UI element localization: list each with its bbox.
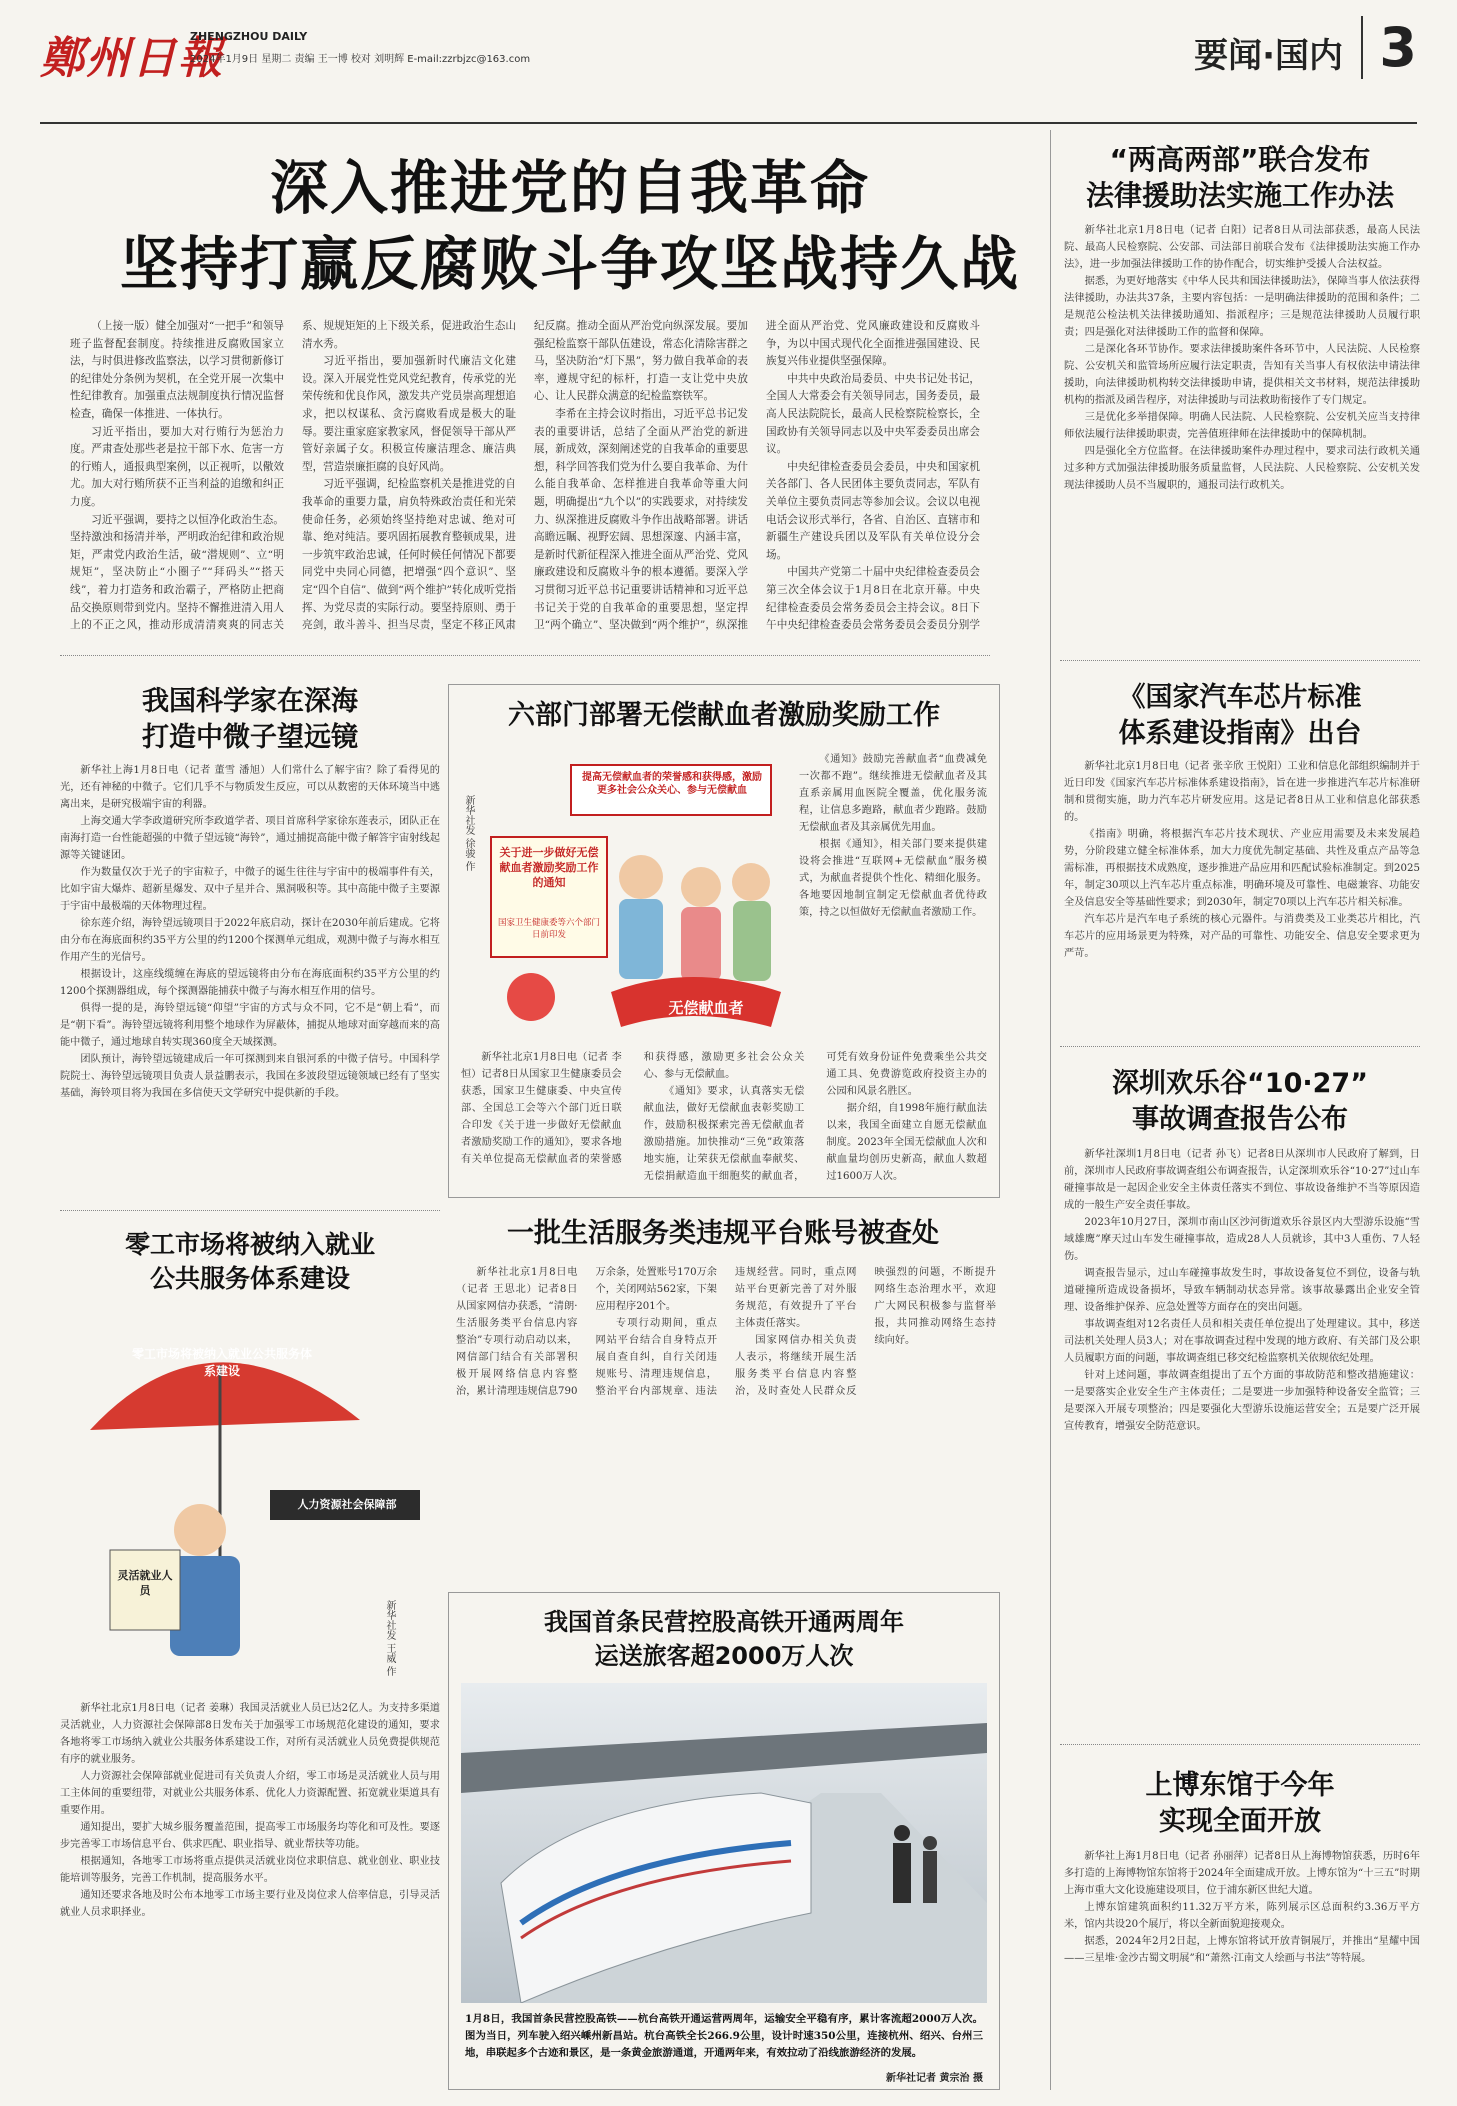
- blood-donation-box: [448, 684, 1000, 1198]
- law-aid-paragraph: 据悉，为更好地落实《中华人民共和国法律援助法》，保障当事人依法获得法律援助，办法共37条，主要内容包括：一是明确法律援助的范围和条件；二是规范公检法机关法律援助通知、指派程序；三是规范法律援助人员履行职责；四是强化对法律援助工作的监督和保障。: [1064, 275, 1420, 338]
- telescope-headline-line2: 打造中微子望远镜: [142, 722, 358, 753]
- lead-paragraph: 习近平强调，纪检监察机关是推进党的自我革命的重要力量，肩负特殊政治责任和光荣使命任务，必须始终坚持绝对忠诚、绝对可靠、绝对纯洁。要巩固拓展教育整顿成果，进一步筑牢政治忠诚，任何时候任何情况下都要同党中央同心同德，把增强“四个意识”、坚定“四个自信”、做到“两个维护”转化成听党指挥、为党尽责的实际行动。要坚持原则、勇于亮剑，敢斗善斗、担当尽责，坚定不移正风肃纪反腐。推动全面从严治党向纵深发展。要加强纪检监察干部队伍建设，常态化清除害群之马，坚决防治“灯下黑”，努力做自我革命的表率，遵规守纪的标杆，打造一支让党中央放心、让人民群众满意的纪检监察铁军。: [302, 320, 748, 632]
- lead-paragraph: （上接一版）健全加强对“一把手”和领导班子监督配套制度。持续推进反腐败国家立法，与时俱进修改监察法，以学习贯彻新修订的纪律处分条例为契机，在全党开展一次集中性纪律教育。加强重点法规制度执行情况监督检查，确保一体推进、一体执行。: [70, 320, 284, 420]
- railway-headline-line1: 我国首条民营控股高铁开通两周年: [544, 1608, 904, 1636]
- blood-paragraph: 新华社北京1月8日电（记者 李恒）记者8日从国家卫生健康委员会获悉，国家卫生健康委、中央宣传部、全国总工会等六个部门近日联合印发《关于进一步做好无偿献血者激励奖励工作的通知》，要求各地有关单位提高无偿献血者的荣誉感和获得感，激励更多社会公众关心、参与无偿献血。: [461, 1052, 805, 1165]
- lead-paragraph: 中共中央政治局委员、中央书记处书记，全国人大常委会有关领导同志，国务委员，最高人民法院院长，最高人民检察院检察长，全国政协有关领导同志以及中央军委委员出席会议。: [766, 372, 980, 456]
- labor-headline-line2: 公共服务体系建设: [149, 1264, 350, 1293]
- law-aid-paragraph: 三是优化多举措保障。明确人民法院、人民检察院、公安机关应当支持律师依法履行法律援助职责，完善值班律师在法律援助中的保障机制。: [1064, 411, 1420, 440]
- telescope-paragraph: 作为数量仅次于光子的宇宙粒子，中微子的诞生往往与宇宙中的极端事件有关，比如宇宙大爆炸、超新星爆发、双中子星并合、黑洞吸积等。其中高能中微子主要源于宇宙中最极端的天体物理过程。: [60, 867, 440, 912]
- section-name: 要闻·国内: [1194, 36, 1343, 76]
- lead-paragraph: 习近平指出，要加大对行贿行为惩治力度。严肃查处那些老是拉干部下水、危害一方的行贿人，通报典型案例，以正视听，以儆效尤。加大对行贿所获不正当利益的追缴和纠正力度。: [70, 425, 284, 508]
- section-divider: [60, 655, 990, 656]
- shenzhen-paragraph: 新华社深圳1月8日电（记者 孙飞）记者8日从深圳市人民政府了解到，日前，深圳市人民政府事故调查组公布调查报告，认定深圳欢乐谷“10·27”过山车碰撞事故是一起因企业安全主体责任落实不到位、事故设备维护不当等原因造成的一般生产安全责任事故。: [1064, 1149, 1420, 1211]
- telescope-paragraph: 新华社上海1月8日电（记者 董雪 潘旭）人们常什么了解宇宙？除了看得见的光，还有神秘的中微子。它们几乎不与物质发生反应，可以从数密的天体环境当中逃离出来，是研究极端宇宙的利器。: [60, 765, 440, 810]
- telescope-paragraph: 根据设计，这座线缆缠在海底的望远镜将由分布在海底面积约35平方公里的约1200个探测器组成，每个探测器能捕获中微子与海水相互作用的信号。: [60, 969, 440, 997]
- blood-illustration-credit: 新华社发 徐骏 作: [463, 795, 474, 872]
- shenzhen-headline-line2: 事故调查报告公布: [1132, 1104, 1348, 1135]
- chips-headline-line2: 体系建设指南》出台: [1118, 718, 1362, 749]
- blood-paragraph: 《通知》鼓励完善献血者“血费减免一次都不跑”。继续推进无偿献血者及其直系亲属用血医院全覆盖，优化服务流程，让信息多跑路，献血者少跑路。鼓励无偿献血者及其亲属优先用血。: [799, 754, 987, 833]
- labor-paragraph: 新华社北京1月8日电（记者 姜琳）我国灵活就业人员已达2亿人。为支持多渠道灵活就业，人力资源社会保障部8日发布关于加强零工市场规范化建设的通知，要求各地将零工市场纳入就业公共服务体系建设工作，对所有灵活就业人员免费提供规范有序的就业服务。: [60, 1703, 440, 1765]
- labor-body: [60, 1700, 440, 2090]
- column-divider: [1050, 130, 1051, 2090]
- law-aid-headline-line1: “两高两部”联合发布: [1109, 143, 1371, 176]
- blood-paragraph: 《通知》要求，认真落实无偿献血法，做好无偿献血表彰奖励工作，鼓励积极探索完善无偿献血者激励措施。加快推动“三免”政策落地实施，让荣获无偿献血奉献奖、无偿捐献造血干细胞奖的献血者，可凭有效身份证件免费乘坐公共交通工具、免费游览政府投资主办的公园和风景名胜区。: [643, 1052, 987, 1182]
- newspaper-logo: 鄭州日報: [40, 33, 224, 84]
- museum-headline-line1: 上博东馆于今年: [1145, 1770, 1335, 1801]
- law-aid-paragraph: 新华社北京1月8日电（记者 白阳）记者8日从司法部获悉，最高人民法院、最高人民检察院、公安部、司法部日前联合发布《法律援助法实施工作办法》，进一步加强法律援助工作的协作配合，切实维护受援人合法权益。: [1064, 224, 1420, 270]
- shenzhen-paragraph: 针对上述问题，事故调查组提出了五个方面的事故防范和整改措施建议：一是要落实企业安全生产主体责任；二是要进一步加强特种设备安全监管；三是要深入开展专项整治；四是要强化大型游乐设施运营安全；五是要广泛开展宣传教育，增强安全防范意识。: [1064, 1370, 1420, 1432]
- labor-paragraph: 通知还要求各地及时公布本地零工市场主要行业及岗位求人倍率信息，引导灵活就业人员求职择业。: [60, 1890, 440, 1918]
- blood-donation-illustration: [461, 747, 791, 1043]
- railway-photo: [461, 1683, 987, 2003]
- section-divider: [1060, 1046, 1420, 1047]
- lead-article-body: [70, 318, 980, 648]
- labor-umbrella-text: 零工市场将被纳入就业公共服务体系建设: [132, 1347, 313, 1378]
- telescope-paragraph: 俱得一提的是，海铃望远镜“仰望”宇宙的方式与众不同，它不是“朝上看”，而是“朝下看”。海铃望远镜将利用整个地球作为屏蔽体，捕捉从地球对面穿越而来的高能中微子，通过地球自转实现360度全天域探测。: [60, 1003, 440, 1048]
- lead-paragraph: 习近平指出，要加强新时代廉洁文化建设。深入开展党性党风党纪教育，传承党的光荣传统和优良作风，激发共产党员崇高理想追求，把以权谋私、贪污腐败看成是极大的耻辱。要注重家庭家教家风，督促领导干部从严管好亲属子女。积极宣传廉洁理念、廉洁典型，营造崇廉拒腐的良好风尚。: [302, 355, 516, 473]
- railway-photo-credit: 新华社记者 黄宗治 摄: [886, 2073, 983, 2084]
- masthead: [40, 16, 1417, 124]
- section-divider: [1060, 1744, 1420, 1745]
- shenzhen-headline: [1060, 1066, 1420, 1138]
- shenzhen-headline-line1: 深圳欢乐谷“10·27”: [1112, 1068, 1368, 1099]
- museum-paragraph: 据悉，2024年2月2日起，上博东馆将试开放青铜展厅，并推出“星耀中国——三星堆·金沙古蜀文明展”和“萧然·江南文人绘画与书法”等特展。: [1064, 1936, 1420, 1964]
- blood-body-right: [799, 751, 987, 1041]
- telescope-paragraph: 上海交通大学李政道研究所李政道学者、项目首席科学家徐东莲表示，团队正在南海打造一台性能超强的中微子望远镜“海铃”，通过捕捉高能中微子解答宇宙射线起源等关键谜团。: [60, 816, 440, 861]
- issue-line: 2024年1月9日 星期二 责编 王一博 校对 刘明辉 E-mail:zzrbjzc@163.com: [190, 54, 531, 65]
- museum-paragraph: 上博东馆建筑面积约11.32万平方米，陈列展示区总面积约3.36万平方米，馆内共设20个展厅，将以全新面貌迎接观众。: [1064, 1902, 1420, 1930]
- telescope-headline: [60, 684, 440, 756]
- railway-box: [448, 1592, 1000, 2090]
- telescope-paragraph: 团队预计，海铃望远镜建成后一年可探测到来自银河系的中微子信号。中国科学院院士、海铃望远镜项目负责人景益鹏表示，我国在多波段望远镜领域已经有了坚实基础，海铃项目将为我国在多信使天文学研究中提供新的手段。: [60, 1054, 440, 1099]
- blood-paragraph: 根据《通知》，相关部门要来提供建设将会推进“互联网+无偿献血”服务模式，为献血者提供个性化、精细化服务。各地要因地制宜制定无偿献血者优待政策，持之以恒做好无偿献血者激励工作。: [799, 839, 987, 918]
- chips-body: [1064, 758, 1420, 1038]
- chips-headline-line1: 《国家汽车芯片标准: [1118, 682, 1362, 713]
- platform-paragraph: 新华社北京1月8日电（记者 王思北）记者8日从国家网信办获悉，“清朗·生活服务类平台信息内容整治”专项行动启动以来，网信部门结合有关部署积极开展网络信息内容整治，累计清理违规信息790万余条，处置账号170万余个，关闭网站562家，下架应用程序201个。: [456, 1267, 717, 1397]
- labor-headline: [60, 1228, 440, 1296]
- lead-paragraph: 中国共产党第二十届中央纪律检查委员会第三次全体会议于1月8日在北京开幕。中央纪律检查委员会常务委员会主持会议。8日下午中央纪律检查委员会常务委员会委员分别学: [766, 566, 980, 632]
- railway-headline-line2: 运送旅客超2000万人次: [594, 1642, 854, 1670]
- blood-donation-headline: 六部门部署无偿献血者激励奖励工作: [508, 700, 940, 731]
- lead-paragraph: 中央纪律检查委员会委员，中央和国家机关各部门、各人民团体主要负责同志，军队有关单位主要负责同志等参加会议。会议以电视电话会议形式举行，各省、自治区、直辖市和新疆生产建设兵团以及军队有关单位设分会场。: [766, 460, 980, 561]
- blood-sign-text: 关于进一步做好无偿献血者激励奖励工作的通知: [499, 846, 599, 889]
- platform-paragraph: 专项行动期间，重点网站平台结合自身特点开展自查自纠，自行关闭违规账号、清理违规信息，整治平台内部规章、违法违规经营。同时，重点网站平台更新完善了对外服务规范，有效提升了平台主体责任落实。: [595, 1267, 857, 1397]
- section-divider: [60, 1210, 440, 1211]
- telescope-body: [60, 762, 440, 1177]
- labor-paragraph: 人力资源社会保障部就业促进司有关负责人介绍，零工市场是灵活就业人员与用工主体间的重要纽带，对就业公共服务体系、优化人力资源配置、拓宽就业渠道具有重要作用。: [60, 1771, 440, 1816]
- page-number: 3: [1361, 16, 1417, 79]
- law-aid-headline: [1060, 142, 1420, 214]
- chips-headline: [1060, 680, 1420, 752]
- lead-headline-line1: 深入推进党的自我革命: [269, 154, 870, 222]
- shenzhen-body: [1064, 1146, 1420, 1736]
- museum-body: [1064, 1848, 1420, 2088]
- chips-paragraph: 新华社北京1月8日电（记者 张辛欣 王悦阳）工业和信息化部组织编制并于近日印发《国家汽车芯片标准体系建设指南》，旨在进一步推进汽车芯片标准研制和贯彻实施，助力汽车芯片研发应用。这是记者8日从工业和信息化部获悉的。: [1064, 761, 1420, 823]
- chips-paragraph: 汽车芯片是汽车电子系统的核心元器件。与消费类及工业类芯片相比，汽车芯片的应用场景更为特殊，对产品的可靠性、功能安全、信息安全要求更为严苛。: [1064, 914, 1420, 959]
- lead-paragraph: 习近平强调，要持之以恒净化政治生态。坚持激浊和扬清并举，严明政治纪律和政治规矩，严肃党内政治生活，破“潜规则”、立“明规矩”，坚决防止“小圈子”“拜码头”“搭天线”，着力打造务和政治霸子，严格防止把商品交换原则带到党内。坚持不懈推进清入用人上的不正之风，推动形成清清爽爽的同志关系、规规矩矩的上下级关系，促进政治生态山清水秀。: [70, 320, 516, 632]
- section-divider: [1060, 660, 1420, 661]
- railway-caption: 1月8日，我国首条民营控股高铁——杭台高铁开通运营两周年，运输安全平稳有序，累计客流超2000万人次。图为当日，列车驶入绍兴嵊州新昌站。杭台高铁全长266.9公里，设计时速350公里，连接杭州、绍兴、台州三地，串联起多个古迹和景区，是一条黄金旅游通道，开通两年来，有效拉动了沿线旅游经济的发展。: [465, 2013, 983, 2059]
- blood-ribbon-text: 无偿献血者: [668, 999, 744, 1017]
- blood-body-bottom: [461, 1049, 987, 1189]
- lead-paragraph: 李希在主持会议时指出，习近平总书记发表的重要讲话，总结了全面从严治党的新进展，新成效，深刻阐述党的自我革命的重要思想，科学回答我们党为什么要自我革命、为什么能自我革命、怎样推进自我革命等重大问题，明确提出“九个以”的实践要求，对持续发力、纵深推进反腐败斗争作出战略部署。讲话高瞻远瞩、视野宏阔、思想深邃、内涵丰富，是新时代新征程深入推进全面从严治党、党风廉政建设和反腐败斗争的根本遵循。要深入学习贯彻习近平总书记重要讲话精神和习近平总书记关于党的自我革命的重要思想，坚定捍卫“两个确立”、坚决做到“两个维护”，纵深推进全面从严治党、党风廉政建设和反腐败斗争，为以中国式现代化全面推进强国建设、民族复兴伟业提供坚强保障。: [534, 320, 980, 632]
- shenzhen-paragraph: 2023年10月27日，深圳市南山区沙河街道欢乐谷景区内大型游乐设施“雪域雄鹰”摩天过山车发生碰撞事故，造成28人人员就诊，其中3人重伤、7人轻伤。: [1064, 1217, 1420, 1262]
- labor-sign-right: 人力资源社会保障部: [297, 1498, 397, 1511]
- lead-headline-line2: 坚持打赢反腐败斗争攻坚战持久战: [120, 230, 1021, 298]
- law-aid-paragraph: 四是强化全方位监督。在法律援助案件办理过程中，要求司法行政机关通过多种方式加强法律援助服务质量监督，人民法院、人民检察院、公安机关发现法律援助人员不当履职的，通报司法行政机关。: [1064, 445, 1420, 491]
- labor-paragraph: 根据通知，各地零工市场将重点提供灵活就业岗位求职信息、就业创业、职业技能培训等服务，完善工作机制，提高服务水平。: [60, 1856, 440, 1884]
- labor-paragraph: 通知提出，要扩大城乡服务覆盖范围，提高零工市场服务均等化和可及性。要逐步完善零工市场信息平台、供求匹配、职业指导、就业帮扶等功能。: [60, 1822, 440, 1850]
- law-aid-body: [1064, 222, 1420, 652]
- lead-headline: [120, 150, 1020, 302]
- law-aid-paragraph: 二是深化各环节协作。要求法律援助案件各环节中，人民法院、人民检察院、公安机关和监管场所应履行法定职责，告知有关当事人有权依法申请法律援助，向法律援助机构转交法律援助申请，提供相关文书材料，规范法律援助机构的指派及函告程序，对法律援助与司法救助衔接作了专门规定。: [1064, 343, 1420, 406]
- labor-headline-line1: 零工市场将被纳入就业: [124, 1230, 375, 1259]
- blood-paragraph: 据介绍，自1998年施行献血法以来，我国全面建立自愿无偿献血制度。2023年全国无偿献血人次和献血量均创历史新高，献血人数超过1600万人次。: [826, 1103, 987, 1182]
- museum-headline-line2: 实现全面开放: [1159, 1806, 1321, 1837]
- platform-body: [456, 1264, 996, 1584]
- shenzhen-paragraph: 调查报告显示，过山车碰撞事故发生时，事故设备复位不到位，设备与轨道碰撞所造成设备损坏，导致车辆制动状态异常。该事故暴露出企业安全管理、设备维护保养、应急处置等方面存在的突出问题。: [1064, 1268, 1420, 1313]
- museum-headline: [1060, 1768, 1420, 1840]
- platform-headline: 一批生活服务类违规平台账号被查处: [507, 1218, 939, 1249]
- railway-headline: [449, 1605, 999, 1673]
- chips-paragraph: 《指南》明确，将根据汽车芯片技术现状、产业应用需要及未来发展趋势，分阶段建立健全标准体系，加大力度优先制定基础、共性及重点产品等急需标准，再根据技术成熟度，逐步推进产品应用和匹配试验标准制定。到2025年，制定30项以上汽车芯片重点标准，明确环境及可靠性、电磁兼容、功能安全及信息安全等基础性要求；到2030年，制定70项以上汽车芯片相关标准。: [1064, 829, 1420, 908]
- museum-paragraph: 新华社上海1月8日电（记者 孙丽萍）记者8日从上海博物馆获悉，历时6年多打造的上海博物馆东馆将于2024年全面建成开放。上博东馆为“十三五”时期上海市重大文化设施建设项目，位于浦东新区世纪大道。: [1064, 1851, 1420, 1896]
- shenzhen-paragraph: 事故调查组对12名责任人员和相关责任单位提出了处理建议。其中，移送司法机关处理人员3人；对在事故调查过程中发现的地方政府、有关部门及公职人员履职方面的问题，事故调查组已移交纪检监察机关依规依纪处理。: [1064, 1319, 1420, 1364]
- blood-sign-subtext: 国家卫生健康委等六个部门日前印发: [497, 918, 600, 940]
- law-aid-headline-line2: 法律援助法实施工作办法: [1085, 179, 1394, 212]
- labor-sign-left: 灵活就业人员: [117, 1569, 173, 1597]
- platform-paragraph: 国家网信办相关负责人表示，将继续开展生活服务类平台信息内容整治，及时查处人民群众反映强烈的问题，不断提升网络生态治理水平，欢迎广大网民积极参与监督举报，共同推动网络生态持续向好。: [735, 1267, 996, 1397]
- telescope-paragraph: 徐东莲介绍，海铃望远镜项目于2022年底启动，探计在2030年前后建成。它将由分布在海底面积约35平方公里的约1200个探测单元组成，观测中微子与海水相互作用产生的光信号。: [60, 918, 440, 963]
- newspaper-english-name: ZHENGZHOU DAILY: [190, 30, 308, 43]
- blood-banner-text: 提高无偿献血者的荣誉感和获得感，激励更多社会公众关心、参与无偿献血: [582, 772, 762, 796]
- labor-illustration-credit: 新华社发 王威 作: [384, 1600, 395, 1677]
- labor-illustration: [70, 1310, 430, 1670]
- telescope-headline-line1: 我国科学家在深海: [142, 686, 358, 717]
